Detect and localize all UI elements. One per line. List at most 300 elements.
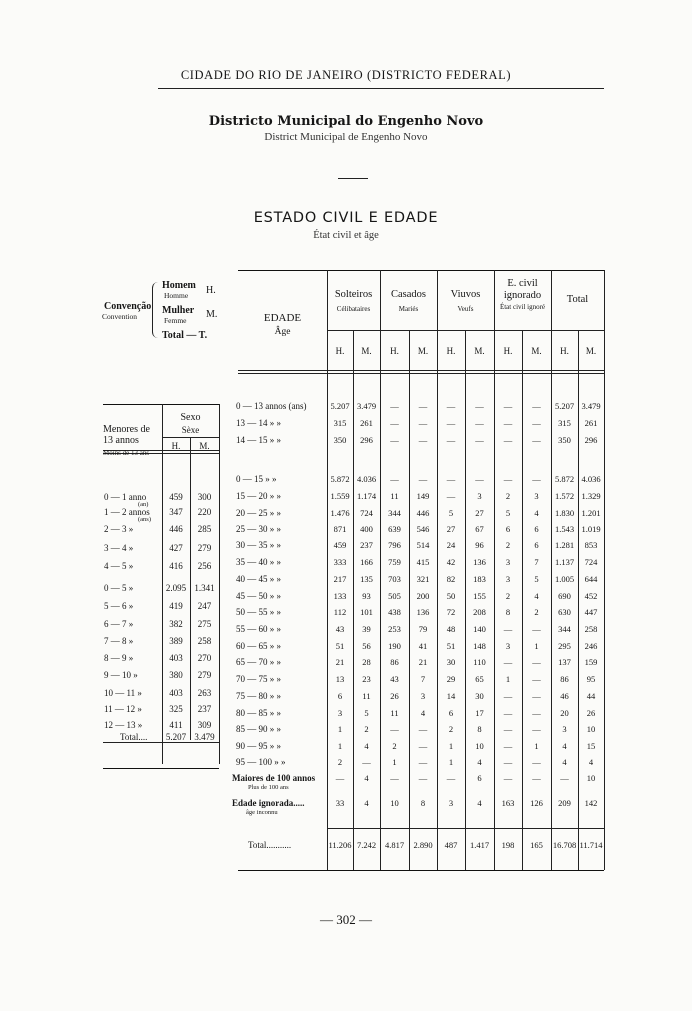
main-row-value: 505 [388, 591, 401, 601]
main-m-header: M. [531, 346, 542, 356]
main-row-value: 2 [337, 757, 343, 767]
side-row-m: 1.341 [194, 583, 215, 593]
main-row-value: — [390, 474, 399, 484]
maiores-value: — [390, 773, 399, 783]
main-row-label: 0 — 13 annos (ans) [236, 401, 307, 411]
maiores-value: — [446, 773, 456, 783]
main-row-value: 50 [446, 591, 456, 601]
main-row-value: 1.005 [554, 574, 575, 584]
side-row-m: 279 [197, 543, 212, 553]
main-row-value: 48 [446, 624, 456, 634]
maiores-value: — [335, 773, 345, 783]
main-total-value: 16.708 [552, 840, 577, 850]
main-row-label: 14 — 15 » » [236, 435, 281, 445]
main-row-label: 40 — 45 » » [236, 574, 281, 584]
side-row-sublabel: (ans) [138, 516, 151, 523]
main-row-value: 1.830 [554, 508, 575, 518]
ignorada-value: 142 [584, 798, 598, 808]
side-row-h: 416 [169, 561, 183, 571]
main-row-value: 17 [475, 708, 484, 718]
main-row-value: 415 [416, 557, 430, 567]
side-row-h: 403 [169, 653, 183, 663]
side-row-label: 0 — 1 anno [104, 492, 147, 502]
main-row-value: 2 [505, 591, 511, 601]
main-row-value: 296 [584, 435, 598, 445]
main-row-value: 703 [388, 574, 401, 584]
main-header-rule-2 [238, 373, 604, 374]
main-row-value: 21 [335, 657, 345, 667]
maiores-value: — [532, 773, 541, 783]
main-row-value: 4 [588, 757, 594, 767]
main-row-value: 350 [558, 435, 571, 445]
main-row-value: — [418, 418, 428, 428]
side-row-label: 2 — 3 » [104, 524, 134, 534]
legend-femme: Femme [164, 316, 187, 325]
main-m-header: M. [474, 346, 485, 356]
side-row-h: 389 [169, 636, 183, 646]
main-row-value: 724 [360, 508, 373, 518]
main-row-value: 11 [390, 491, 399, 501]
main-row-value: 258 [584, 624, 598, 634]
side-row-h: 347 [169, 507, 183, 517]
ignorada-value: 33 [335, 798, 345, 808]
main-row-value: 15 [586, 741, 596, 751]
side-row-h: 427 [169, 543, 183, 553]
side-bottom-rule [103, 742, 219, 743]
main-row-value: — [532, 724, 541, 734]
main-row-value: 796 [388, 540, 401, 550]
main-h-header: H. [560, 346, 569, 356]
main-row-value: 42 [446, 557, 456, 567]
main-row-value: 112 [333, 607, 347, 617]
main-m-header: M. [361, 346, 372, 356]
main-row-value: 46 [560, 691, 569, 701]
main-total-value: 1.417 [469, 840, 490, 850]
side-row-label: 11 — 12 » [104, 704, 142, 714]
main-row-label: 50 — 55 » » [236, 607, 281, 617]
main-row-value: 27 [446, 524, 456, 534]
main-row-value: 2 [392, 741, 397, 751]
main-row-value: 546 [416, 524, 430, 534]
legend [100, 278, 230, 348]
main-row-value: — [446, 401, 456, 411]
main-row-value: 43 [390, 674, 399, 684]
main-row-value: 137 [558, 657, 571, 667]
main-row-label: 35 — 40 » » [236, 557, 281, 567]
main-row-value: 1.329 [581, 491, 601, 501]
main-row-value: 3 [477, 491, 482, 501]
main-row-value: 86 [560, 674, 569, 684]
main-m-header: M. [585, 346, 597, 356]
main-row-value: 7 [534, 557, 539, 567]
side-row-label: 1 — 2 annos [104, 507, 150, 517]
main-row-value: 447 [584, 607, 598, 617]
main-row-value: 149 [416, 491, 430, 501]
main-row-value: 30 [475, 691, 484, 701]
main-row-label: 13 — 14 » » [236, 418, 281, 428]
maiores-label-fr: Plus de 100 ans [248, 784, 289, 791]
main-row-value: 5 [534, 574, 539, 584]
main-row-value: 3 [420, 691, 426, 701]
maiores-value: 4 [364, 773, 369, 783]
main-group-fr: État civil ignoré [499, 303, 546, 311]
main-row-value: 690 [558, 591, 571, 601]
main-row-value: 1 [505, 674, 511, 684]
main-row-value: 5.872 [330, 474, 350, 484]
maiores-value: — [503, 773, 513, 783]
main-row-value: 43 [335, 624, 345, 634]
side-row-label: 10 — 11 » [104, 688, 142, 698]
legend-heading: Convenção [104, 301, 152, 312]
main-row-value: 452 [584, 591, 598, 601]
main-total-value: 165 [530, 840, 543, 850]
main-row-value: 2 [364, 724, 369, 734]
main-row-value: — [532, 708, 541, 718]
main-row-value: 3 [505, 557, 511, 567]
ignorada-value: 126 [530, 798, 543, 808]
main-row-value: 344 [388, 508, 401, 518]
ignorada-value: 10 [390, 798, 399, 808]
side-row-m: 275 [197, 619, 212, 629]
main-row-value: 1 [448, 741, 454, 751]
main-row-value: 135 [360, 574, 373, 584]
side-col-sep-3 [219, 404, 220, 764]
side-row-m: 258 [197, 636, 212, 646]
main-m-header: M. [417, 346, 429, 356]
main-row-value: — [362, 757, 371, 767]
side-row-m: 300 [197, 492, 212, 502]
main-row-value: 86 [390, 657, 399, 667]
main-row-value: 10 [586, 724, 596, 734]
main-row-value: 136 [416, 607, 430, 617]
main-row-value: — [475, 435, 484, 445]
maiores-label: Maiores de 100 annos [232, 773, 316, 783]
main-row-value: 29 [446, 674, 456, 684]
main-row-value: — [503, 724, 513, 734]
main-row-value: 190 [388, 641, 401, 651]
main-row-value: 20 [560, 708, 569, 718]
main-row-value: 261 [360, 418, 373, 428]
main-row-value: — [532, 401, 541, 411]
main-row-value: 5.207 [330, 401, 350, 411]
main-h-header: H. [335, 346, 345, 356]
side-row-label: 0 — 5 » [104, 583, 134, 593]
side-row-sublabel: (an) [138, 501, 149, 508]
main-row-value: 24 [446, 540, 456, 550]
main-group-fr: Veufs [457, 305, 474, 313]
main-h-header: H. [390, 346, 399, 356]
main-row-value: — [532, 418, 541, 428]
main-row-value: 253 [388, 624, 401, 634]
main-row-value: 4 [534, 508, 539, 518]
main-row-value: 6 [337, 691, 343, 701]
main-row-value: 44 [586, 691, 596, 701]
main-row-value: — [503, 401, 513, 411]
main-row-value: — [390, 418, 399, 428]
main-row-value: 136 [473, 557, 486, 567]
district-subtitle: District Municipal de Engenho Novo [264, 131, 428, 143]
main-row-value: — [532, 435, 541, 445]
main-row-value: — [475, 401, 484, 411]
main-row-value: 21 [418, 657, 428, 667]
main-col-sep [604, 270, 605, 870]
main-row-value: 724 [584, 557, 598, 567]
main-total-label: Total........... [248, 840, 292, 850]
main-row-value: 446 [416, 508, 430, 518]
main-row-value: 6 [534, 524, 539, 534]
main-row-value: 110 [473, 657, 486, 667]
main-row-value: 246 [584, 641, 598, 651]
legend-homem: Homem [162, 280, 196, 291]
main-row-value: 11 [362, 691, 371, 701]
main-group-fr: Mariés [398, 305, 419, 313]
main-row-value: 639 [388, 524, 401, 534]
main-row-value: 1 [392, 757, 397, 767]
main-row-value: 11 [390, 708, 399, 718]
side-row-m: 309 [197, 720, 212, 730]
main-row-value: 237 [360, 540, 373, 550]
side-row-m: 256 [197, 561, 212, 571]
main-row-value: — [418, 724, 428, 734]
main-row-value: 1 [534, 641, 539, 651]
main-row-value: 1.543 [554, 524, 575, 534]
main-total-value: 2.890 [413, 840, 433, 850]
main-row-value: — [503, 474, 513, 484]
side-row-m: 237 [197, 704, 212, 714]
side-sexo: Sexo [180, 412, 201, 423]
table-subtitle: État civil et âge [313, 230, 379, 241]
maiores-value: 6 [477, 773, 482, 783]
main-row-value: 3 [534, 491, 539, 501]
main-row-value: 644 [584, 574, 598, 584]
main-total-value: 7.242 [356, 840, 377, 850]
main-row-value: — [446, 418, 456, 428]
main-row-value: 321 [416, 574, 430, 584]
main-row-value: — [503, 757, 513, 767]
main-row-label: 45 — 50 » » [236, 591, 281, 601]
main-row-value: 1 [534, 741, 539, 751]
main-total-value: 11.714 [579, 840, 603, 850]
main-row-value: 4.036 [356, 474, 377, 484]
ignorada-value: 8 [420, 798, 426, 808]
legend-total: Total — T. [162, 330, 208, 341]
side-row-label: 8 — 9 » [104, 653, 134, 663]
side-h-header: H. [171, 441, 181, 451]
main-h-header: H. [503, 346, 513, 356]
main-row-value: 79 [418, 624, 428, 634]
main-row-label: 75 — 80 » » [236, 691, 281, 701]
main-row-value: 4 [534, 591, 539, 601]
main-row-value: — [532, 674, 541, 684]
main-row-value: 65 [475, 674, 484, 684]
main-row-value: 296 [360, 435, 373, 445]
main-row-value: 96 [475, 540, 484, 550]
page-number: — 302 — [320, 912, 372, 927]
main-row-value: 3 [337, 708, 343, 718]
main-age: Âge [274, 327, 291, 337]
side-m-header: M. [199, 441, 210, 451]
main-row-value: 5.207 [554, 401, 575, 411]
main-row-value: 140 [473, 624, 486, 634]
main-row-value: 1.201 [581, 508, 601, 518]
main-row-value: — [446, 435, 456, 445]
side-row-h: 2.095 [165, 583, 187, 593]
main-row-value: — [503, 657, 513, 667]
legend-h: H. [206, 285, 216, 296]
side-row-h: 380 [169, 670, 183, 680]
main-row-value: 400 [360, 524, 373, 534]
running-head: CIDADE DO RIO DE JANEIRO (DISTRICTO FEDERAL) [180, 68, 512, 82]
main-row-label: 15 — 20 » » [236, 491, 281, 501]
side-row-label: 4 — 5 » [104, 561, 134, 571]
legend-brace [152, 282, 159, 338]
main-row-value: 4 [420, 708, 426, 718]
main-row-value: 30 [446, 657, 456, 667]
main-row-value: 13 [335, 674, 345, 684]
main-total-value: 487 [444, 840, 458, 850]
side-total-h: 5.207 [165, 732, 187, 742]
main-row-value: 1.572 [554, 491, 575, 501]
main-row-value: — [503, 741, 513, 751]
ignorada-label-fr: âge inconnu [246, 809, 278, 816]
main-group-name: E. civil ignorado [503, 278, 542, 301]
main-row-value: — [503, 624, 513, 634]
ignorada-value: 209 [558, 798, 571, 808]
main-row-value: 344 [558, 624, 571, 634]
legend-heading-fr: Convention [102, 312, 137, 321]
main-row-value: — [532, 624, 541, 634]
main-row-label: 90 — 95 » » [236, 741, 281, 751]
main-row-value: 1.019 [581, 524, 601, 534]
main-group-name: Viuvos [450, 289, 481, 300]
main-row-value: 82 [446, 574, 456, 584]
side-bottom-rule-2 [103, 768, 219, 769]
side-row-h: 459 [169, 492, 183, 502]
main-row-label: 85 — 90 » » [236, 724, 281, 734]
table-title: ESTADO CIVIL E EDADE [253, 210, 439, 226]
side-row-m: 285 [197, 524, 212, 534]
main-row-value: 8 [477, 724, 482, 734]
main-row-value: 208 [473, 607, 486, 617]
main-row-value: 14 [446, 691, 456, 701]
main-row-value: 183 [473, 574, 486, 584]
main-row-value: 5.872 [554, 474, 575, 484]
district-title: Districto Municipal do Engenho Novo [208, 114, 484, 129]
main-row-value: — [446, 474, 456, 484]
main-row-value: — [390, 401, 399, 411]
main-row-value: 166 [360, 557, 373, 567]
main-row-value: 67 [475, 524, 484, 534]
side-total-label: Total.... [120, 732, 148, 742]
side-row-h: 382 [169, 619, 183, 629]
ignorada-value: 3 [448, 798, 454, 808]
main-row-label: 80 — 85 » » [236, 708, 281, 718]
main-row-value: 1 [448, 757, 454, 767]
main-row-value: 350 [333, 435, 347, 445]
main-row-value: 261 [584, 418, 598, 428]
ignorada-value: 163 [501, 798, 515, 808]
main-row-value: 315 [558, 418, 571, 428]
main-row-value: — [503, 435, 513, 445]
side-row-h: 403 [169, 688, 183, 698]
main-row-label: 0 — 15 » » [236, 474, 277, 484]
main-row-value: — [418, 741, 428, 751]
main-row-value: — [390, 435, 399, 445]
main-row-value: 630 [558, 607, 571, 617]
legend-m: M. [206, 309, 218, 320]
main-header-rule [238, 370, 604, 371]
main-row-value: 1.559 [330, 491, 350, 501]
main-row-value: 5 [364, 708, 369, 718]
side-row-label: 12 — 13 » [104, 720, 143, 730]
main-row-value: 1 [337, 741, 343, 751]
main-row-value: 41 [418, 641, 428, 651]
main-row-value: 6 [448, 708, 454, 718]
main-row-value: 1.476 [330, 508, 350, 518]
main-row-value: 28 [362, 657, 371, 667]
main-row-value: — [532, 757, 541, 767]
main-row-value: 3.479 [356, 401, 377, 411]
side-row-h: 446 [169, 524, 183, 534]
main-row-value: 23 [362, 674, 371, 684]
side-label: Menores de 13 annos [103, 424, 150, 446]
main-row-value: 3 [562, 724, 567, 734]
main-row-value: 39 [362, 624, 371, 634]
main-row-value: 95 [586, 674, 596, 684]
side-total-m: 3.479 [194, 732, 215, 742]
main-row-value: 5 [505, 508, 511, 518]
side-row-h: 325 [169, 704, 183, 714]
main-row-value: — [475, 418, 484, 428]
side-row-h: 411 [169, 720, 183, 730]
main-row-value: 438 [388, 607, 401, 617]
main-row-value: — [503, 418, 513, 428]
main-top-rule [238, 270, 604, 271]
main-edade: EDADE [263, 312, 302, 324]
main-row-value: 200 [416, 591, 430, 601]
header-rule [158, 88, 604, 89]
main-row-value: — [532, 657, 541, 667]
main-row-value: 333 [333, 557, 347, 567]
main-row-value: 133 [333, 591, 347, 601]
main-row-value: 1.137 [554, 557, 575, 567]
main-row-value: — [503, 691, 513, 701]
main-group-name: Solteiros [334, 289, 373, 300]
side-row-label: 5 — 6 » [104, 601, 134, 611]
main-row-value: — [418, 435, 428, 445]
main-row-value: 1 [337, 724, 343, 734]
ignorada-value: 4 [477, 798, 482, 808]
main-row-value: — [390, 724, 399, 734]
main-row-value: 6 [505, 524, 511, 534]
main-row-value: 1.174 [356, 491, 377, 501]
main-row-value: 2 [505, 540, 511, 550]
main-row-value: 853 [584, 540, 598, 550]
main-row-label: 30 — 35 » » [236, 540, 281, 550]
main-row-value: 3 [505, 574, 511, 584]
main-row-value: 3.479 [581, 401, 601, 411]
main-row-value: — [446, 491, 456, 501]
main-row-value: 56 [362, 641, 371, 651]
ignorada-value: 4 [364, 798, 369, 808]
main-row-value: 1.281 [554, 540, 575, 550]
main-row-value: 51 [335, 641, 345, 651]
main-row-value: 8 [505, 607, 511, 617]
main-row-value: 4 [562, 757, 567, 767]
side-row-label: 3 — 4 » [104, 543, 134, 553]
main-row-value: — [532, 474, 541, 484]
ignorada-label: Edade ignorada..... [232, 798, 305, 808]
